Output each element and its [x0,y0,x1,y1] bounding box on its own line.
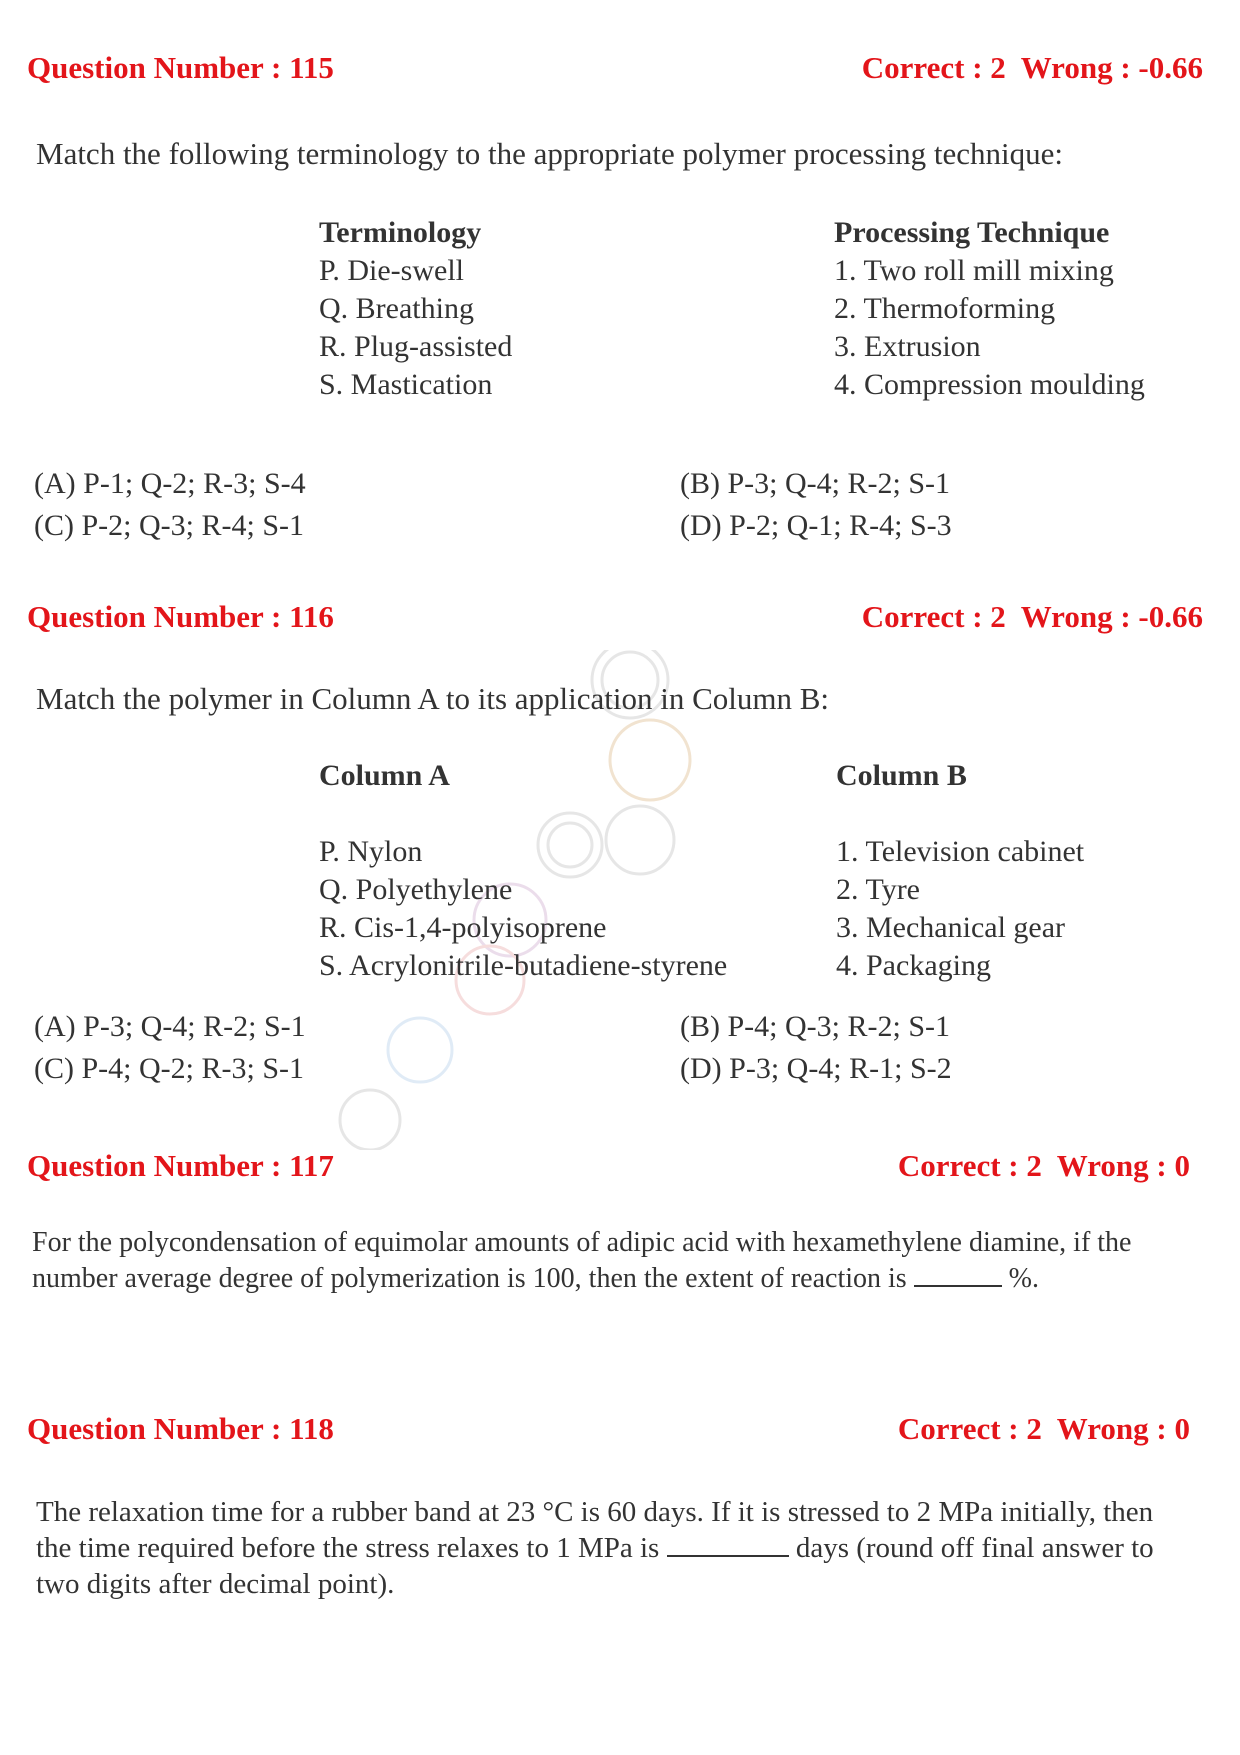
list-item: R. Plug-assisted [319,330,513,363]
list-item: 4. Compression moulding [834,368,1145,401]
list-item: 3. Mechanical gear [836,911,1066,944]
option-c: (C) P-2; Q-3; R-4; S-1 [34,509,304,542]
marking-scheme: Correct : 2 Wrong : -0.66 [861,599,1203,634]
question-header-116 [27,597,1203,637]
list-item: 1. Two roll mill mixing [834,254,1114,287]
option-a: (A) P-3; Q-4; R-2; S-1 [34,1010,306,1043]
column-heading: Column B [836,759,967,792]
column-heading: Processing Technique [834,216,1110,249]
question-stem: Match the following terminology to the appropriate polymer processing technique: [36,136,1064,171]
question-header-118 [27,1409,1190,1449]
column-a [319,757,727,985]
list-item: P. Nylon [319,835,423,868]
marking-scheme: Correct : 2 Wrong : -0.66 [861,50,1203,85]
stem-line: The relaxation time for a rubber band at 23 °C is 60 days. If it is stressed to 2 MPa initially, then [36,1496,1154,1528]
list-item: 2. Thermoforming [834,292,1056,325]
option-b: (B) P-3; Q-4; R-2; S-1 [680,467,950,500]
list-item: P. Die-swell [319,254,464,287]
stem-line: two digits after decimal point). [36,1568,395,1600]
column-b [836,757,1084,985]
question-stem: Match the polymer in Column A to its application in Column B: [36,681,830,716]
question-header-117 [27,1146,1190,1186]
stem-text: days (round off final answer to [795,1532,1154,1564]
question-number: Question Number : 118 [27,1411,334,1446]
answer-blank [914,1284,1002,1287]
question-number: Question Number : 117 [27,1148,334,1183]
question-number: Question Number : 116 [27,599,334,634]
question-header-115 [27,48,1203,88]
list-item: R. Cis-1,4-polyisoprene [319,911,607,944]
question-number: Question Number : 115 [27,50,334,85]
question-stem [32,1225,1212,1297]
list-item: Q. Breathing [319,292,474,325]
list-item: 2. Tyre [836,873,920,906]
list-item: S. Mastication [319,368,493,401]
list-item: 4. Packaging [836,949,991,982]
option-b: (B) P-4; Q-3; R-2; S-1 [680,1010,950,1043]
stem-line [36,1530,1216,1566]
answer-blank [667,1554,789,1557]
column-processing-technique [834,214,1145,404]
option-d: (D) P-3; Q-4; R-1; S-2 [680,1052,952,1085]
question-stem [36,1494,1216,1602]
list-item: Q. Polyethylene [319,873,513,906]
stem-text: %. [1008,1263,1039,1294]
option-d: (D) P-2; Q-1; R-4; S-3 [680,509,952,542]
stem-line [32,1261,1212,1297]
column-terminology [319,214,512,404]
marking-scheme: Correct : 2 Wrong : 0 [897,1148,1190,1183]
column-heading: Column A [319,759,450,792]
list-item: 3. Extrusion [834,330,981,363]
stem-text: number average degree of polymerization is 100, then the extent of reaction is [32,1263,907,1294]
marking-scheme: Correct : 2 Wrong : 0 [897,1411,1190,1446]
stem-line: For the polycondensation of equimolar amounts of adipic acid with hexamethylene diamine, if the [32,1227,1132,1258]
list-item: 1. Television cabinet [836,835,1085,868]
column-heading: Terminology [319,216,482,249]
stem-text: the time required before the stress relaxes to 1 MPa is [36,1532,660,1564]
option-c: (C) P-4; Q-2; R-3; S-1 [34,1052,304,1085]
list-item: S. Acrylonitrile-butadiene-styrene [319,949,728,982]
option-a: (A) P-1; Q-2; R-3; S-4 [34,467,306,500]
